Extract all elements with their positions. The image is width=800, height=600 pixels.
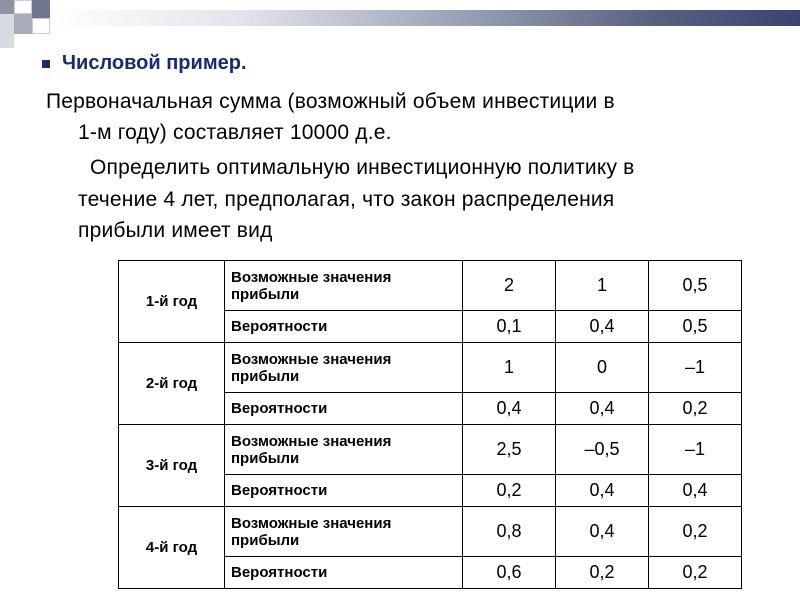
- year-cell: 1-й год: [119, 261, 225, 343]
- probability-value-cell: 0,4: [556, 475, 649, 507]
- table-row: [119, 425, 742, 475]
- profit-value-cell: 0,5: [649, 261, 742, 311]
- probability-value-cell: 0,5: [649, 311, 742, 343]
- profit-value-cell: 0: [556, 343, 649, 393]
- profit-value-cell: 0,8: [463, 507, 556, 557]
- profit-label-cell: Возможные значения прибыли: [225, 261, 463, 311]
- slide-heading: Числовой пример.: [62, 52, 247, 74]
- probability-value-cell: 0,2: [649, 557, 742, 589]
- probability-label-cell: Вероятности: [225, 393, 463, 425]
- profit-label-cell: Возможные значения прибыли: [225, 507, 463, 557]
- table-row: [119, 261, 742, 311]
- profit-value-cell: 2,5: [463, 425, 556, 475]
- decor-square: [32, 18, 50, 34]
- probability-value-cell: 0,4: [649, 475, 742, 507]
- profit-value-cell: 2: [463, 261, 556, 311]
- table-row: [119, 507, 742, 557]
- probability-value-cell: 0,6: [463, 557, 556, 589]
- profit-value-cell: 1: [556, 261, 649, 311]
- probability-label-cell: Вероятности: [225, 311, 463, 343]
- paragraph-2-line-1: Определить оптимальную инвестиционную политику в: [90, 156, 635, 179]
- probability-value-cell: 0,2: [463, 475, 556, 507]
- bullet-square-icon: [42, 60, 50, 68]
- probability-value-cell: 0,2: [556, 557, 649, 589]
- probability-value-cell: 0,1: [463, 311, 556, 343]
- profit-label-cell: Возможные значения прибыли: [225, 343, 463, 393]
- decor-square: [14, 14, 32, 34]
- decor-square: [32, 0, 50, 18]
- profit-distribution-table: [118, 260, 742, 589]
- probability-value-cell: 0,4: [556, 311, 649, 343]
- probability-label-cell: Вероятности: [225, 475, 463, 507]
- probability-label-cell: Вероятности: [225, 557, 463, 589]
- paragraph-1-line-2: 1-м году) составляет 10000 д.е.: [78, 121, 392, 144]
- profit-value-cell: 1: [463, 343, 556, 393]
- profit-value-cell: –0,5: [556, 425, 649, 475]
- year-cell: 4-й год: [119, 507, 225, 589]
- paragraph-2-line-2: течение 4 лет, предполагая, что закон распределения: [78, 188, 615, 211]
- table-row: [119, 343, 742, 393]
- decor-square: [14, 0, 32, 14]
- probability-value-cell: 0,4: [556, 393, 649, 425]
- decor-square: [0, 0, 14, 14]
- heading-row: [42, 52, 247, 75]
- profit-value-cell: –1: [649, 425, 742, 475]
- profit-value-cell: 0,4: [556, 507, 649, 557]
- year-cell: 2-й год: [119, 343, 225, 425]
- probability-value-cell: 0,4: [463, 393, 556, 425]
- profit-value-cell: 0,2: [649, 507, 742, 557]
- profit-label-cell: Возможные значения прибыли: [225, 425, 463, 475]
- paragraph-2-line-3: прибыли имеет вид: [78, 219, 273, 242]
- profit-value-cell: –1: [649, 343, 742, 393]
- decor-square: [0, 14, 14, 48]
- probability-value-cell: 0,2: [649, 393, 742, 425]
- year-cell: 3-й год: [119, 425, 225, 507]
- paragraph-1-line-1: Первоначальная сумма (возможный объем инвестиции в: [46, 90, 615, 113]
- header-gradient-bar: [50, 10, 800, 26]
